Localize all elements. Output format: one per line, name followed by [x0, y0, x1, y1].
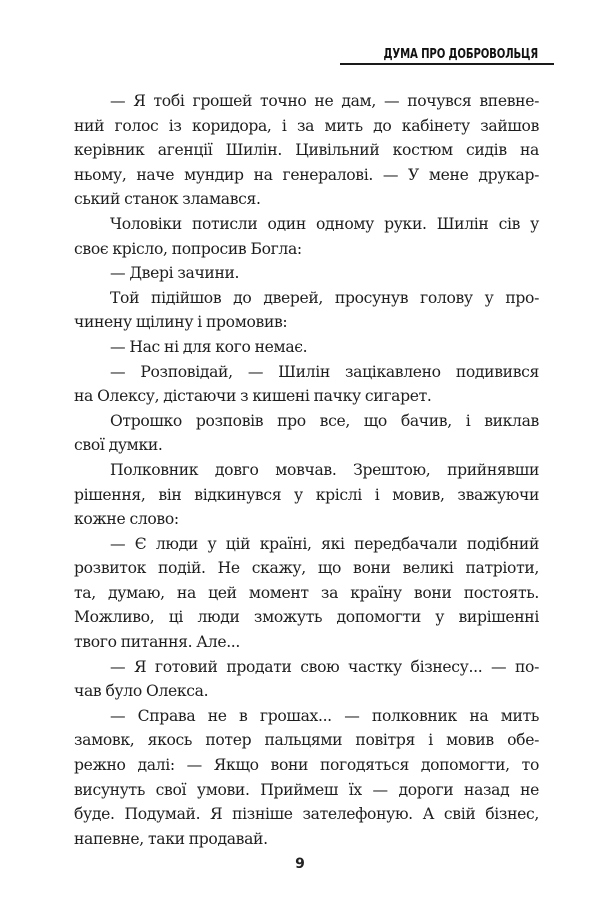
- text-line: чав було Олекса.: [74, 682, 209, 701]
- text-line: режно далі: — Якщо вони погодяться допомогти, то: [74, 756, 539, 775]
- text-line: та, думаю, на цей момент за країну вони постоять.: [74, 583, 539, 602]
- text-line: Можливо, ці люди зможуть допомогти у вирішенні: [74, 608, 539, 627]
- text-line: — Я готовий продати свою частку бізнесу... — по-: [110, 657, 539, 676]
- text-line: на Олексу, дістаючи з кишені пачку сигарет.: [74, 387, 432, 406]
- running-title: ДУМА ПРО ДОБРОВОЛЬЦЯ: [383, 47, 538, 62]
- paragraph: [74, 409, 539, 458]
- text-line: кожне слово:: [74, 510, 179, 529]
- text-line: Чоловіки потисли один одному руки. Шилін сів у: [110, 214, 539, 233]
- text-line: Отрошко розповів про все, що бачив, і виклав: [110, 411, 539, 430]
- text-line: висунуть свої умови. Приймеш їх — дороги назад не: [74, 780, 539, 799]
- text-line: Полковник довго мовчав. Зрештою, прийнявши: [110, 460, 539, 479]
- text-line: — Я тобі грошей точно не дам, — почувся впевне-: [110, 92, 539, 110]
- text-line: — Нас ні для кого немає.: [110, 337, 308, 356]
- paragraph: [74, 286, 539, 335]
- text-line: ський станок зламався.: [74, 190, 261, 209]
- text-line: керівник агенції Шилін. Цивільний костюм сидів на: [74, 141, 539, 160]
- text-line: Той підійшов до дверей, просунув голову у про-: [110, 288, 539, 307]
- header-rule: [340, 63, 554, 65]
- text-line: — Двері зачини.: [110, 264, 240, 283]
- paragraph: [74, 655, 539, 704]
- paragraph: [74, 335, 539, 360]
- text-line: напевне, таки продавай.: [74, 829, 268, 848]
- paragraph: [74, 532, 539, 655]
- text-line: буде. Подумай. Я пізніше зателефоную. А свій бізнес,: [74, 805, 539, 824]
- text-line: рішення, він відкинувся у кріслі і мовив, зважуючи: [74, 485, 539, 504]
- running-header: [340, 44, 554, 66]
- text-line: твого питання. Але...: [74, 633, 241, 652]
- text-line: своє крісло, попросив Богла:: [74, 239, 302, 258]
- text-line: — Розповідай, — Шилін зацікавлено подивився: [110, 362, 539, 381]
- paragraph: [74, 89, 539, 212]
- text-line: — Є люди у цій країні, які передбачали подібний: [110, 534, 539, 553]
- paragraph: [74, 704, 539, 852]
- text-line: розвиток подій. Не скажу, що вони великі патріоти,: [74, 559, 539, 578]
- text-line: замовк, якось потер пальцями повітря і мовив обе-: [74, 731, 539, 750]
- text-line: чинену щілину і промовив:: [74, 313, 288, 332]
- paragraph: [74, 360, 539, 409]
- paragraph: [74, 458, 539, 532]
- paragraph: [74, 212, 539, 261]
- body-text: [74, 89, 539, 851]
- paragraph: [74, 261, 539, 286]
- text-line: свої думки.: [74, 436, 163, 455]
- text-line: ньому, наче мундир на генералові. — У мене друкар-: [74, 165, 539, 184]
- page-number: 9: [295, 856, 305, 872]
- text-line: ний голос із коридора, і за мить до кабінету зайшов: [74, 116, 539, 135]
- text-line: — Справа не в грошах... — полковник на мить: [110, 706, 539, 725]
